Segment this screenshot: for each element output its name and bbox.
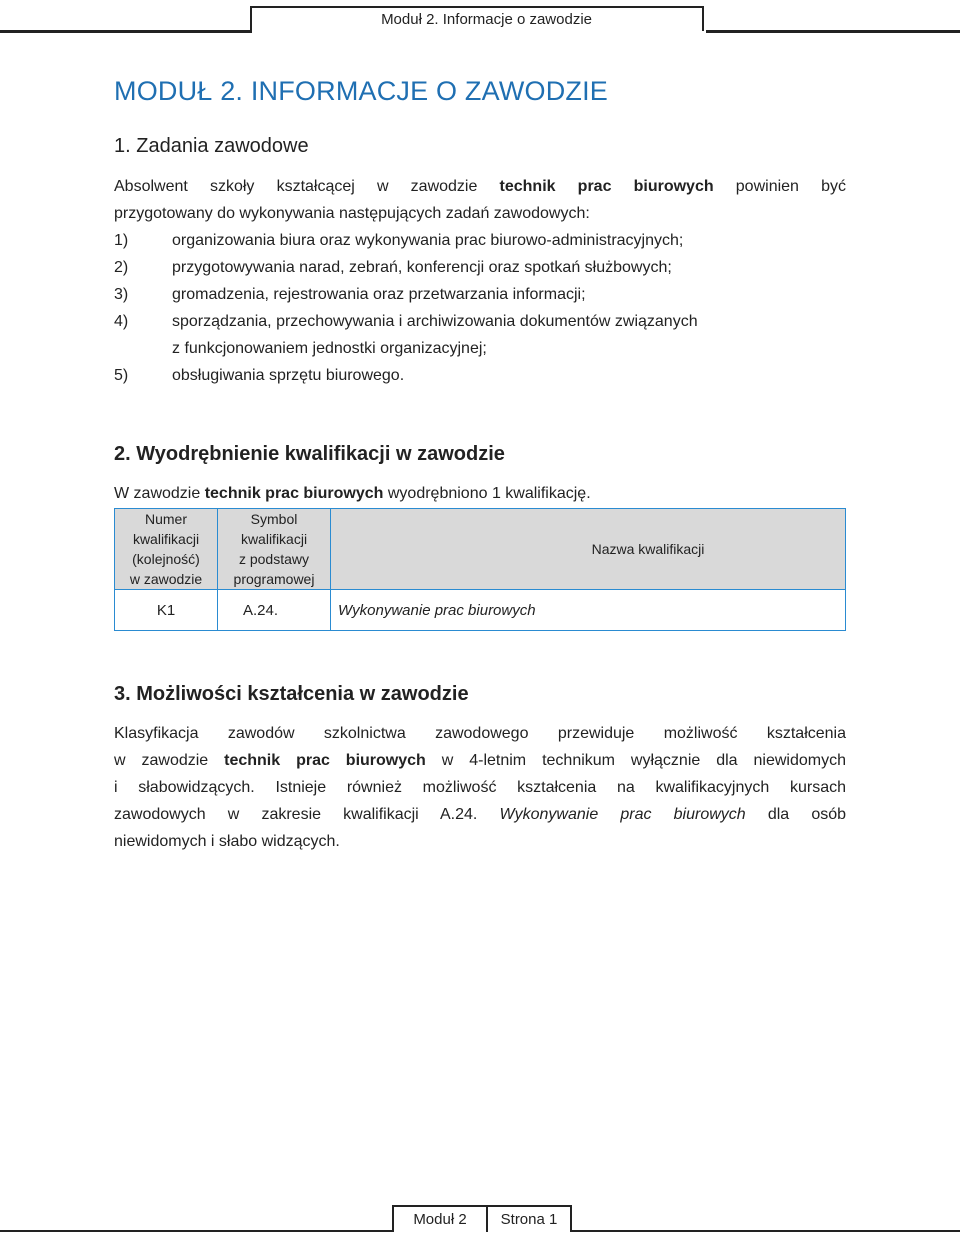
- table-header-row: [115, 509, 846, 590]
- section-1-intro-line-2: przygotowany do wykonywania następujących zadań zawodowych:: [114, 205, 590, 222]
- task-item: 2) przygotowywania narad, zebrań, konferencji oraz spotkań służbowych;: [114, 259, 672, 276]
- section-1-intro-line-1: Absolwent szkoły kształcącej w zawodzie technik prac biurowych powinien być: [114, 178, 846, 195]
- section-2-intro: W zawodzie technik prac biurowych wyodrębniono 1 kwalifikację.: [114, 485, 591, 502]
- section-3-line-2: w zawodzie technik prac biurowych w 4-letnim technikum wyłącznie dla niewidomych: [114, 752, 846, 769]
- section-3-heading: 3. Możliwości kształcenia w zawodzie: [114, 683, 469, 705]
- section-3-line-1: Klasyfikacja zawodów szkolnictwa zawodowego przewiduje możliwość kształcenia: [114, 725, 846, 742]
- task-item: 3) gromadzenia, rejestrowania oraz przetwarzania informacji;: [114, 286, 586, 303]
- footer-page-number: Strona 1: [486, 1205, 572, 1232]
- qualification-number: K1: [115, 590, 218, 631]
- section-2-heading: 2. Wyodrębnienie kwalifikacji w zawodzie: [114, 443, 505, 465]
- running-header: Moduł 2. Informacje o zawodzie: [250, 6, 704, 31]
- task-item: 4) sporządzania, przechowywania i archiwizowania dokumentów związanych: [114, 313, 698, 330]
- qualification-symbol: A.24.: [218, 590, 331, 631]
- task-item: 5) obsługiwania sprzętu biurowego.: [114, 367, 405, 384]
- table-row: [115, 590, 846, 631]
- section-1-heading: 1. Zadania zawodowe: [114, 135, 309, 157]
- header-name: Nazwa kwalifikacji: [331, 509, 846, 590]
- document-title: MODUŁ 2. INFORMACJE O ZAWODZIE: [114, 76, 609, 106]
- occupation-name: technik prac biurowych: [499, 178, 714, 195]
- task-item-continuation: z funkcjonowaniem jednostki organizacyjnej;: [172, 340, 487, 357]
- task-item: 1) organizowania biura oraz wykonywania prac biurowo-administracyjnych;: [114, 232, 684, 249]
- header-number: Numer kwalifikacji (kolejność) w zawodzie: [115, 509, 218, 590]
- header-rule: [706, 30, 960, 33]
- qualification-name: Wykonywanie prac biurowych: [331, 590, 846, 631]
- header-rule: [0, 30, 252, 33]
- section-3-line-4: zawodowych w zakresie kwalifikacji A.24. Wykonywanie prac biurowych dla osób: [114, 806, 847, 823]
- qualification-title: Wykonywanie prac biurowych: [499, 806, 746, 823]
- occupation-name: technik prac biurowych: [204, 485, 384, 502]
- section-3-line-5: niewidomych i słabo widzących.: [114, 833, 340, 850]
- footer-module: Moduł 2: [392, 1205, 488, 1232]
- qualifications-table: [114, 508, 846, 631]
- section-3-line-3: i słabowidzących. Istnieje również możliwość kształcenia na kwalifikacyjnych kursach: [114, 779, 846, 796]
- header-symbol: Symbol kwalifikacji z podstawy programowej: [218, 509, 331, 590]
- occupation-name: technik prac biurowych: [224, 752, 426, 769]
